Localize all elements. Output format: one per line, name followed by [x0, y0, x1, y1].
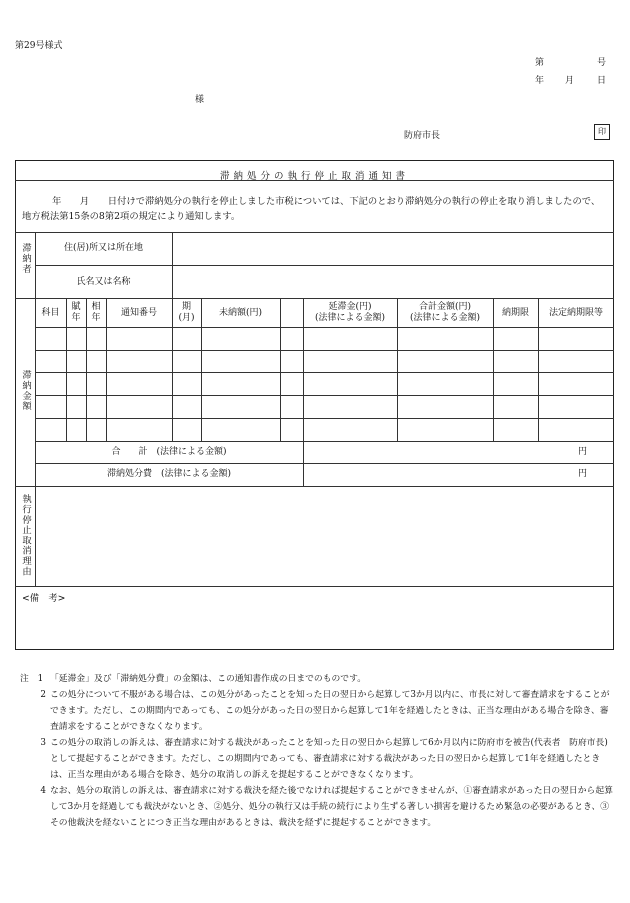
divider	[280, 298, 281, 441]
col-mino: 未納額(円)	[218, 308, 263, 318]
note-item: 注 1 「延滞金」及び「滞納処分費」の金額は、この通知書作成の日までのものです。	[20, 674, 366, 684]
intro-text: 年 月 日付けで滞納処分の執行を停止しました市税については、下記のとおり滞納処分の執行の停止を取り消しましたので、地方税法第15条の8第2項の規定により通知します。	[22, 196, 601, 222]
divider	[15, 232, 614, 233]
col-fu: 賦 年	[71, 302, 81, 323]
col-gokei: 合計金額(円) (法律による金額)	[409, 302, 481, 323]
divider	[35, 372, 614, 373]
col-noki: 納期限	[501, 308, 529, 318]
divider	[201, 298, 202, 441]
remarks-label: <備 考>	[22, 593, 66, 604]
note-item: 3 この処分の取消しの訴えは、審査請求に対する裁決があったことを知った日の翌日から起算して6か月以内に防府市を被告(代表者 防府市長)として提起することができます。ただし、この期間内であっても、審査請求に対する裁決があった日の翌日から起算して1年を経過したときは、正当な理由がある場合を除き、処分の取消しの訴えを提起することができなくなります。	[40, 738, 608, 780]
divider	[15, 180, 614, 181]
name-label: 氏名又は名称	[76, 277, 131, 287]
amount-label: 滞納金額	[20, 370, 31, 412]
divider	[172, 232, 173, 298]
divider	[35, 441, 614, 442]
divider	[35, 463, 614, 464]
total-unit: 円	[577, 447, 587, 457]
taxpayer-label: 滞納者	[20, 243, 31, 274]
divider	[303, 298, 304, 486]
divider	[35, 327, 614, 328]
col-entai: 延滞金(円) (法律による金額)	[314, 302, 386, 323]
date-day: 日	[597, 76, 607, 86]
divider	[15, 586, 614, 587]
divider	[15, 298, 614, 299]
note-item: 4 なお、処分の取消しの訴えは、審査請求に対する裁決を経た後でなければ提起することができませんが、①審査請求があった日の翌日から起算して3か月を経過しても裁決がないとき、②処分、処分の執行又は手続の続行により生ずる著しい損害を避けるため緊急の必要があるとき、③その他裁決を経ないことにつき正当な理由があるときは、裁決を経ずに提起することができます。	[40, 786, 613, 828]
form-title: 滞納処分の執行停止取消通知書	[219, 171, 409, 182]
number-suffix: 号	[597, 58, 607, 68]
divider	[493, 298, 494, 441]
col-tsuchi: 通知番号	[120, 308, 157, 318]
form-number: 第29号様式	[15, 41, 63, 51]
col-hotei: 法定納期限等	[548, 308, 603, 318]
divider	[35, 395, 614, 396]
fee-unit: 円	[577, 469, 587, 479]
document-number	[535, 55, 605, 68]
form-frame	[15, 160, 614, 650]
addressee-suffix: 様	[195, 95, 205, 105]
divider	[35, 418, 614, 419]
seal-mark: 印	[594, 124, 610, 140]
date-month: 月	[565, 76, 575, 86]
divider	[106, 298, 107, 441]
number-label: 第	[535, 58, 545, 68]
total-label: 合 計 (法律による金額)	[111, 447, 227, 457]
notes	[20, 671, 615, 831]
divider	[35, 265, 614, 266]
issuer: 防府市長	[404, 131, 441, 141]
divider	[35, 350, 614, 351]
note-item: 2 この処分について不服がある場合は、この処分があったことを知った日の翌日から起算して3か月以内に、市長に対して審査請求をすることができます。ただし、この期間内であっても、この処分があった日の翌日から起算して1年を経過したときは、正当な理由がある場合を除き、審査請求をすることができなくなります。	[40, 690, 610, 732]
date-year: 年	[535, 76, 545, 86]
reason-label: 執行停止取消理由	[20, 494, 31, 577]
divider	[538, 298, 539, 441]
col-kamoku: 科目	[41, 308, 60, 318]
fee-label: 滞納処分費 (法律による金額)	[106, 469, 232, 479]
col-so: 相 年	[91, 302, 101, 323]
col-ki: 期 (月)	[178, 302, 195, 323]
address-label: 住(居)所又は所在地	[63, 243, 144, 253]
divider	[15, 486, 614, 487]
